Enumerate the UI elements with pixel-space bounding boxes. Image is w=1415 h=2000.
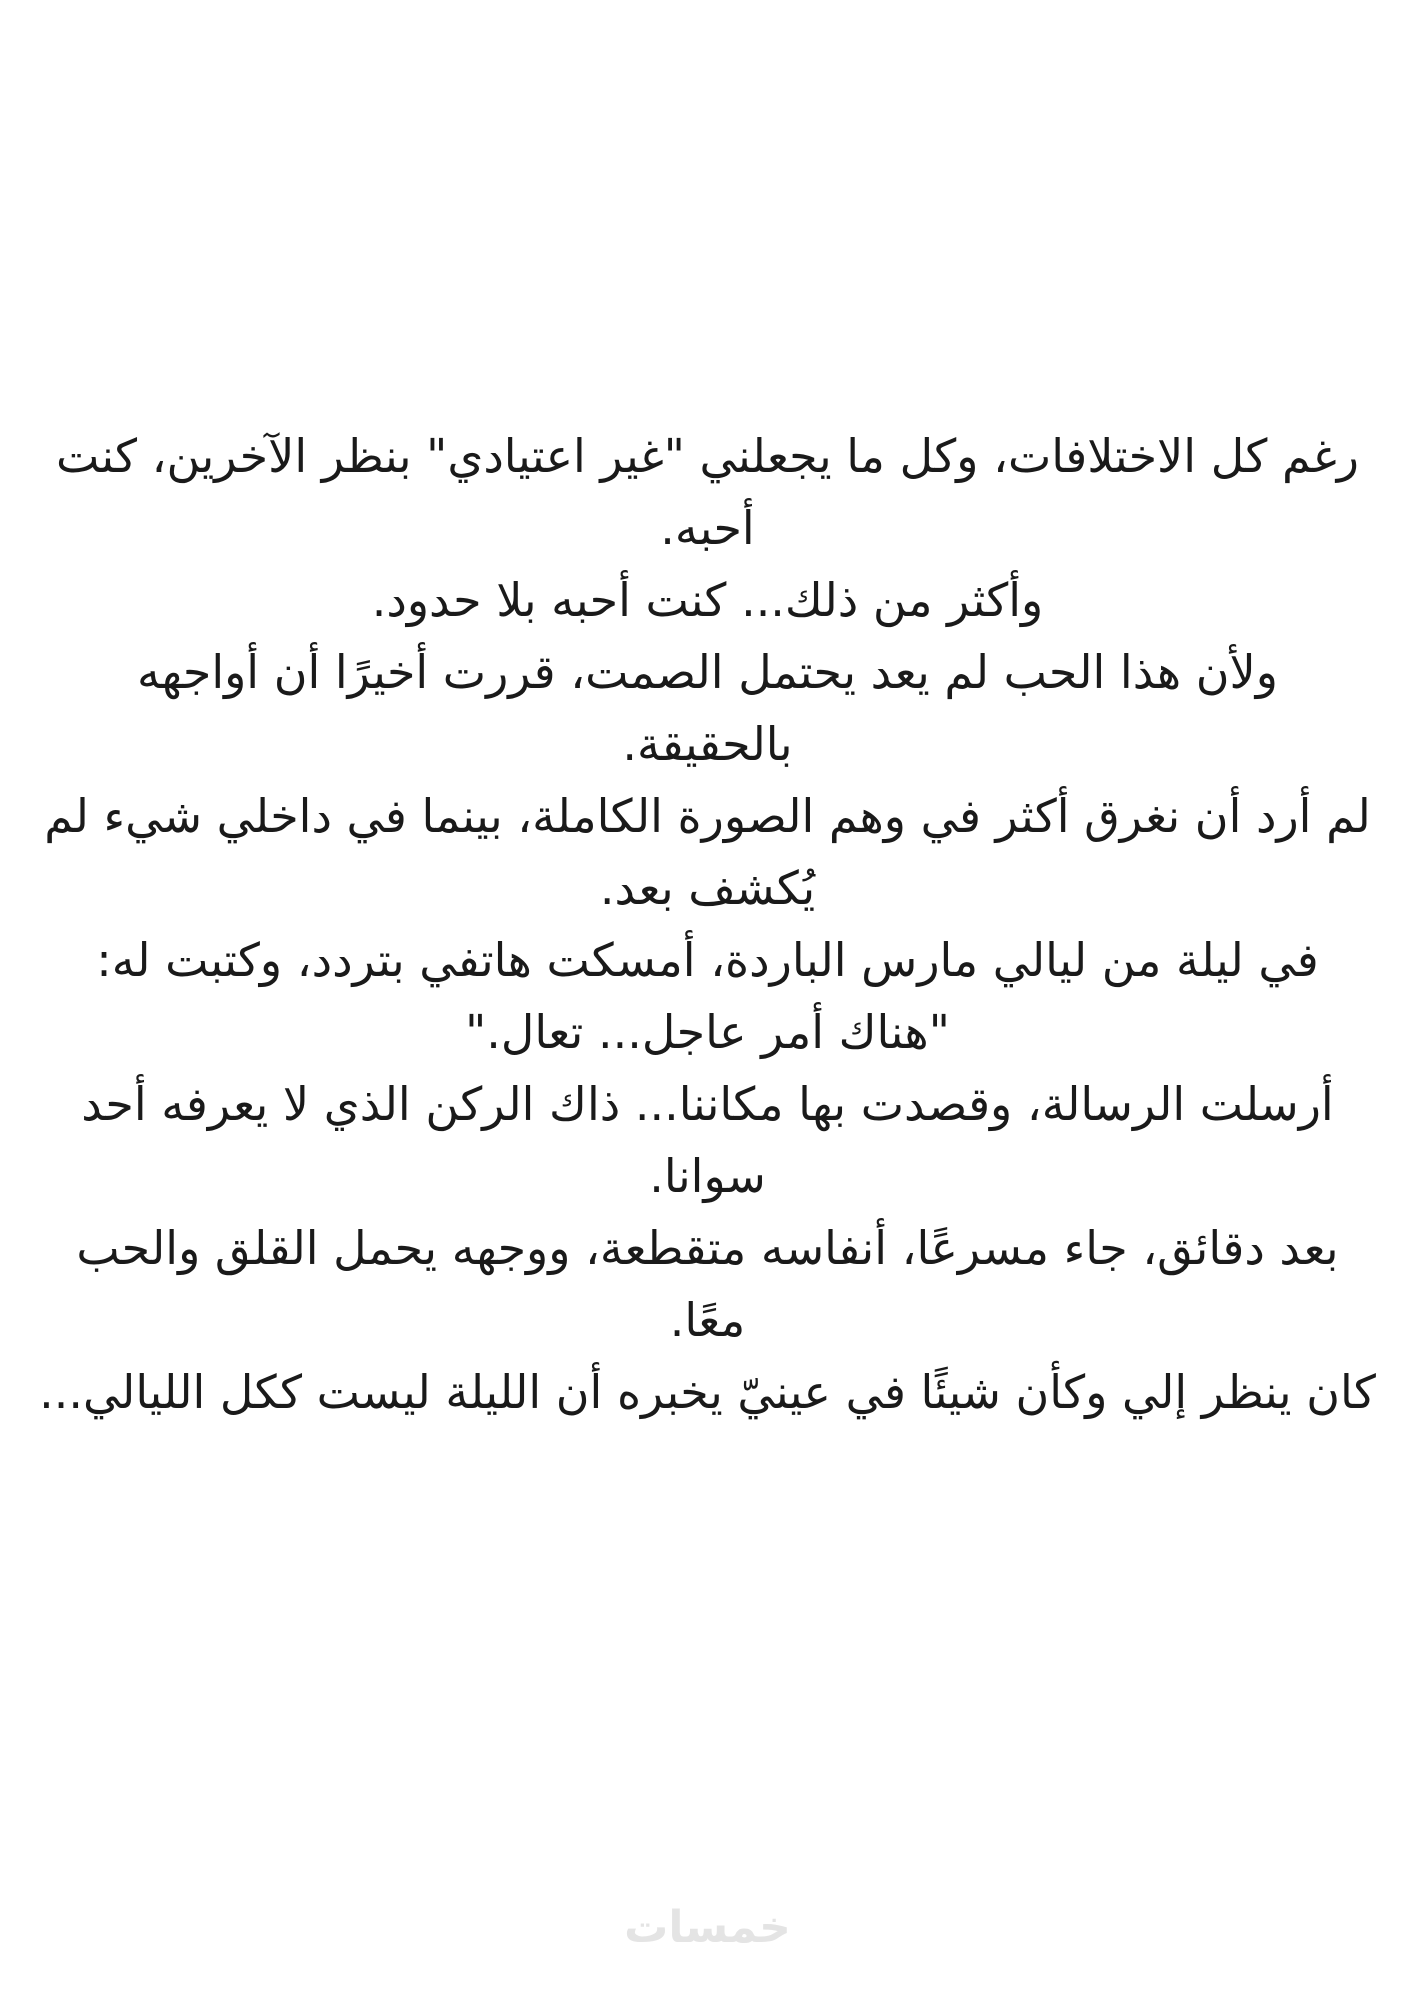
story-line: رغم كل الاختلافات، وكل ما يجعلني "غير اعتيادي" بنظر الآخرين، كنت [56, 429, 1359, 483]
story-line: بالحقيقة. [622, 717, 793, 771]
story-text [12, 420, 1403, 1428]
story-line: ولأن هذا الحب لم يعد يحتمل الصمت، قررت أخيرًا أن أواجهه [137, 645, 1278, 699]
story-line: أرسلت الرسالة، وقصدت بها مكاننا... ذاك الركن الذي لا يعرفه أحد [81, 1077, 1334, 1131]
story-line: بعد دقائق، جاء مسرعًا، أنفاسه متقطعة، ووجهه يحمل القلق والحب [76, 1221, 1339, 1275]
story-line: وأكثر من ذلك... كنت أحبه بلا حدود. [371, 573, 1044, 627]
watermark-logo: خمسات [624, 1902, 791, 1953]
story-line: لم أرد أن نغرق أكثر في وهم الصورة الكاملة، بينما في داخلي شيء لم [44, 789, 1371, 843]
story-line: كان ينظر إلي وكأن شيئًا في عينيّ يخبره أن الليلة ليست ككل الليالي... [39, 1365, 1376, 1419]
story-line: سوانا. [649, 1149, 766, 1203]
story-line: أحبه. [660, 501, 755, 555]
story-line: "هناك أمر عاجل... تعال." [465, 1005, 950, 1059]
story-line: في ليلة من ليالي مارس الباردة، أمسكت هاتفي بتردد، وكتبت له: [96, 933, 1319, 987]
story-line: معًا. [669, 1293, 746, 1347]
story-line: يُكشف بعد. [599, 861, 816, 915]
